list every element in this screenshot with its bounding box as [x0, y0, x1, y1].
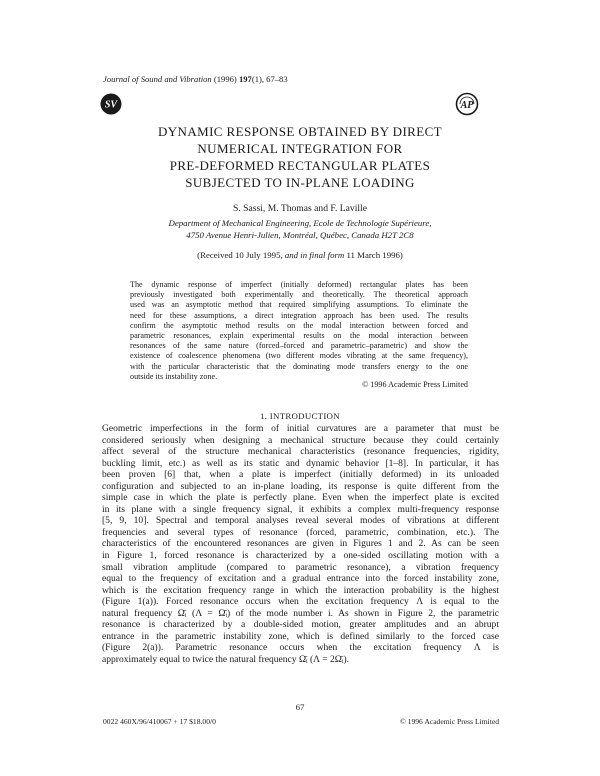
body-line: resonance is characterized by a double-sided motion, greater amplitudes and an abrupt — [102, 619, 499, 631]
received-dates — [100, 250, 500, 260]
body-line: [5, 9, 10]. Spectral and temporal analyses reveal several modes of vibrations at different — [102, 515, 499, 527]
section-heading: 1. INTRODUCTION — [260, 411, 340, 421]
body-line: approximately equal to twice the natural frequency Ω̄ᵢ (Λ = 2Ω̄ᵢ). — [102, 653, 350, 665]
affiliation — [100, 217, 500, 241]
body-line: been proven [6] that, when a plate is imperfect (initially deformed) in its unloaded — [102, 469, 499, 481]
journal-year: (1996) — [213, 74, 237, 84]
body-line: configuration and subjected to an in-plane loading, its response is quite different from the — [102, 480, 499, 492]
publisher-logo-icon — [455, 92, 479, 116]
journal-logo-icon — [100, 93, 122, 115]
body-line: affect several of the structure mechanical characteristics (resonance frequencies, rigidity, — [102, 446, 499, 458]
page-number: 67 — [295, 702, 305, 712]
svg-text:AP: AP — [460, 100, 474, 111]
abstract-line: need for these assumptions, a direct integration approach has been used. The results — [130, 310, 468, 320]
journal-issue-pages: (1), 67–83 — [251, 74, 288, 84]
body-line: (Figure 1(a)). Forced resonance occurs when the excitation frequency Λ is equal to the — [102, 596, 499, 608]
abstract-line: used was an asymptotic method that required simplifying assumptions. To eliminate the — [130, 300, 468, 310]
abstract-line: The dynamic response of imperfect (initially deformed) rectangular plates has been — [130, 280, 468, 289]
body-line: frequencies and several types of resonance (forced, parametric, combination, etc.). The — [102, 526, 499, 538]
svg-text:SV: SV — [104, 99, 118, 111]
abstract-line: resonances of the same nature (forced–forced and parametric–parametric) and show the — [130, 341, 468, 351]
body-line: simple case in which the plate is perfectly plane. Even when the imperfect plate is excited — [102, 492, 499, 504]
title-line: PRE-DEFORMED RECTANGULAR PLATES — [169, 158, 431, 173]
abstract — [130, 280, 468, 382]
abstract-line: previously investigated both experimentally and theoretically. The theoretical approach — [130, 290, 468, 300]
body-line: equal to the frequency of excitation and a gradual entrance into the forced instability zone, — [102, 573, 499, 585]
body-line: (Figure 2(a)). Parametric resonance occurs when the excitation frequency Λ is — [102, 642, 499, 654]
journal-volume: 197 — [238, 74, 252, 84]
journal-name: Journal of Sound and Vibration — [103, 74, 212, 84]
body-line: in its plane with a single frequency signal, it exhibits a complex multi-frequency response — [102, 503, 499, 515]
title-line: NUMERICAL INTEGRATION FOR — [197, 141, 403, 156]
paper-title — [100, 123, 500, 191]
abstract-line: parametric resonances, explain experimental results on the modal interaction between — [130, 331, 468, 341]
title-line: SUBJECTED TO IN-PLANE LOADING — [185, 175, 415, 190]
footer-copyright: © 1996 Academic Press Limited — [400, 717, 499, 726]
body-line: characteristics of the encountered resonances are given in Figures 1 and 2. As can be seen — [102, 538, 499, 550]
body-line: which is the excitation frequency range in which the interaction probability is the highest — [102, 584, 499, 596]
body-line: Geometric imperfections in the form of initial curvatures are a parameter that must be — [102, 423, 499, 434]
abstract-line: with the particular characteristic that the dominating mode transfers energy to the one — [130, 361, 468, 371]
body-line: considered seriously when designing a mechanical structure because they could certainly — [102, 434, 499, 446]
received-prefix: (Received — [197, 250, 233, 260]
body-line: in Figure 1, forced resonance is characterized by a one-sided oscillating motion with a — [102, 550, 499, 562]
abstract-copyright: © 1996 Academic Press Limited — [362, 380, 468, 389]
received-middle: and in final form — [284, 250, 345, 260]
abstract-line: existence of coalescence phenomena (two different modes vibrating at the same frequency), — [130, 351, 468, 361]
abstract-line: confirm the asymptotic method results on the modal interaction between forced and — [130, 320, 468, 330]
body-line: small vibration amplitude (compared to parametric resonance), a vibration frequency — [102, 561, 499, 573]
journal-citation — [103, 74, 288, 84]
body-line: natural frequency Ω̄ᵢ (Λ = Ω̄ᵢ) of the mode number i. As shown in Figure 2, the parametric — [102, 607, 499, 619]
body-line: entrance in the parametric instability zone, which is defined similarly to the forced case — [102, 630, 499, 642]
footer-code: 0022 460X/96/410067 + 17 $18.00/0 — [103, 717, 216, 726]
revised-date: 11 March 1996) — [346, 250, 403, 260]
body-line: buckling limit, etc.) as well as its static and dynamic behavior [1–8]. In particular, it has — [102, 457, 499, 469]
affiliation-line: Department of Mechanical Engineering, Ecole de Technologie Supérieure, — [168, 218, 432, 228]
affiliation-line: 4750 Avenue Henri-Julien, Montréal, Québec, Canada H2T 2C8 — [186, 230, 414, 240]
title-line: DYNAMIC RESPONSE OBTAINED BY DIRECT — [157, 124, 443, 139]
received-date: 10 July 1995, — [235, 250, 283, 260]
body-text — [102, 423, 499, 665]
abstract-line: outside its instability zone. — [130, 371, 218, 381]
authors: S. Sassi, M. Thomas and F. Laville — [233, 203, 367, 214]
